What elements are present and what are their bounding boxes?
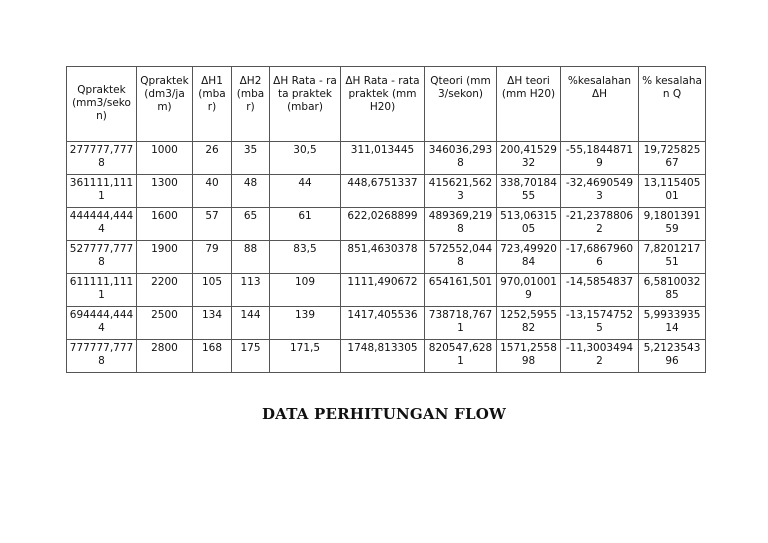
- cell-error-dh: -21,23788062: [561, 208, 639, 241]
- cell-qpraktek-dm3: 1900: [137, 241, 193, 274]
- cell-dh-teori: 970,010019: [497, 274, 561, 307]
- table-row: [67, 142, 706, 175]
- cell-dh1: 57: [193, 208, 232, 241]
- cell-dh-avg-mbar: 61: [270, 208, 341, 241]
- cell-qpraktek-mm3: 777777,7778: [67, 340, 137, 373]
- cell-dh2: 175: [232, 340, 270, 373]
- table-row: [67, 307, 706, 340]
- cell-error-q: 5,212354396: [639, 340, 706, 373]
- table-row: [67, 208, 706, 241]
- cell-error-dh: -14,5854837: [561, 274, 639, 307]
- cell-dh-avg-mbar: 83,5: [270, 241, 341, 274]
- header-row: [67, 67, 706, 142]
- cell-dh-teori: 723,4992084: [497, 241, 561, 274]
- cell-dh-avg-mbar: 171,5: [270, 340, 341, 373]
- cell-dh-avg-mbar: 44: [270, 175, 341, 208]
- cell-qteori: 820547,6281: [425, 340, 497, 373]
- cell-qteori: 489369,2198: [425, 208, 497, 241]
- document-title: DATA PERHITUNGAN FLOW: [261, 405, 507, 423]
- cell-error-dh: -11,30034942: [561, 340, 639, 373]
- cell-dh-teori: 1571,255898: [497, 340, 561, 373]
- table-row: [67, 241, 706, 274]
- cell-dh1: 26: [193, 142, 232, 175]
- cell-dh-teori: 200,4152932: [497, 142, 561, 175]
- header-dh-avg-mmh2o: ΔH Rata - rata praktek (mm H20): [341, 67, 425, 142]
- header-qpraktek-mm3: Qpraktek (mm3/sekon): [67, 67, 137, 142]
- header-error-q: % kesalahan Q: [639, 67, 706, 142]
- header-error-dh: %kesalahan ΔH: [561, 67, 639, 142]
- cell-dh2: 35: [232, 142, 270, 175]
- table-row: [67, 340, 706, 373]
- cell-dh1: 40: [193, 175, 232, 208]
- cell-qpraktek-dm3: 1600: [137, 208, 193, 241]
- cell-dh-teori: 1252,595582: [497, 307, 561, 340]
- cell-qteori: 738718,7671: [425, 307, 497, 340]
- header-qteori: Qteori (mm3/sekon): [425, 67, 497, 142]
- cell-error-q: 5,993393514: [639, 307, 706, 340]
- header-dh-avg-mbar: ΔH Rata - rata praktek (mbar): [270, 67, 341, 142]
- cell-dh1: 168: [193, 340, 232, 373]
- cell-dh-avg-mbar: 30,5: [270, 142, 341, 175]
- table-row: [67, 175, 706, 208]
- cell-error-q: 13,11540501: [639, 175, 706, 208]
- cell-dh1: 79: [193, 241, 232, 274]
- cell-dh-avg-mmh2o: 1111,490672: [341, 274, 425, 307]
- cell-error-q: 9,180139159: [639, 208, 706, 241]
- cell-qpraktek-mm3: 694444,4444: [67, 307, 137, 340]
- cell-dh-teori: 338,7018455: [497, 175, 561, 208]
- header-qpraktek-dm3: Qpraktek (dm3/jam): [137, 67, 193, 142]
- cell-dh2: 48: [232, 175, 270, 208]
- cell-dh-avg-mmh2o: 622,0268899: [341, 208, 425, 241]
- cell-dh-avg-mbar: 139: [270, 307, 341, 340]
- cell-dh2: 144: [232, 307, 270, 340]
- cell-qpraktek-dm3: 2800: [137, 340, 193, 373]
- cell-error-q: 6,581003285: [639, 274, 706, 307]
- cell-dh-avg-mmh2o: 448,6751337: [341, 175, 425, 208]
- cell-error-q: 19,72582567: [639, 142, 706, 175]
- cell-dh2: 113: [232, 274, 270, 307]
- header-dh-teori: ΔH teori (mm H20): [497, 67, 561, 142]
- cell-qteori: 572552,0448: [425, 241, 497, 274]
- cell-qpraktek-mm3: 277777,7778: [67, 142, 137, 175]
- flow-calculation-table: [66, 66, 706, 373]
- cell-qteori: 654161,501: [425, 274, 497, 307]
- cell-dh2: 88: [232, 241, 270, 274]
- cell-dh-avg-mmh2o: 311,013445: [341, 142, 425, 175]
- cell-qpraktek-mm3: 444444,4444: [67, 208, 137, 241]
- cell-dh-avg-mmh2o: 1748,813305: [341, 340, 425, 373]
- cell-qpraktek-mm3: 361111,1111: [67, 175, 137, 208]
- cell-error-dh: -55,18448719: [561, 142, 639, 175]
- cell-qteori: 415621,5623: [425, 175, 497, 208]
- cell-error-dh: -13,15747525: [561, 307, 639, 340]
- cell-dh1: 105: [193, 274, 232, 307]
- cell-qpraktek-dm3: 2200: [137, 274, 193, 307]
- cell-dh1: 134: [193, 307, 232, 340]
- cell-qpraktek-dm3: 1000: [137, 142, 193, 175]
- header-dh1: ΔH1 (mbar): [193, 67, 232, 142]
- cell-qpraktek-dm3: 1300: [137, 175, 193, 208]
- cell-dh-teori: 513,0631505: [497, 208, 561, 241]
- cell-dh2: 65: [232, 208, 270, 241]
- table-row: [67, 274, 706, 307]
- cell-qpraktek-mm3: 611111,1111: [67, 274, 137, 307]
- cell-qpraktek-mm3: 527777,7778: [67, 241, 137, 274]
- header-dh2: ΔH2 (mbar): [232, 67, 270, 142]
- cell-qteori: 346036,2938: [425, 142, 497, 175]
- cell-dh-avg-mbar: 109: [270, 274, 341, 307]
- cell-qpraktek-dm3: 2500: [137, 307, 193, 340]
- cell-error-dh: -17,68679606: [561, 241, 639, 274]
- cell-dh-avg-mmh2o: 1417,405536: [341, 307, 425, 340]
- cell-error-q: 7,820121751: [639, 241, 706, 274]
- cell-error-dh: -32,46905493: [561, 175, 639, 208]
- cell-dh-avg-mmh2o: 851,4630378: [341, 241, 425, 274]
